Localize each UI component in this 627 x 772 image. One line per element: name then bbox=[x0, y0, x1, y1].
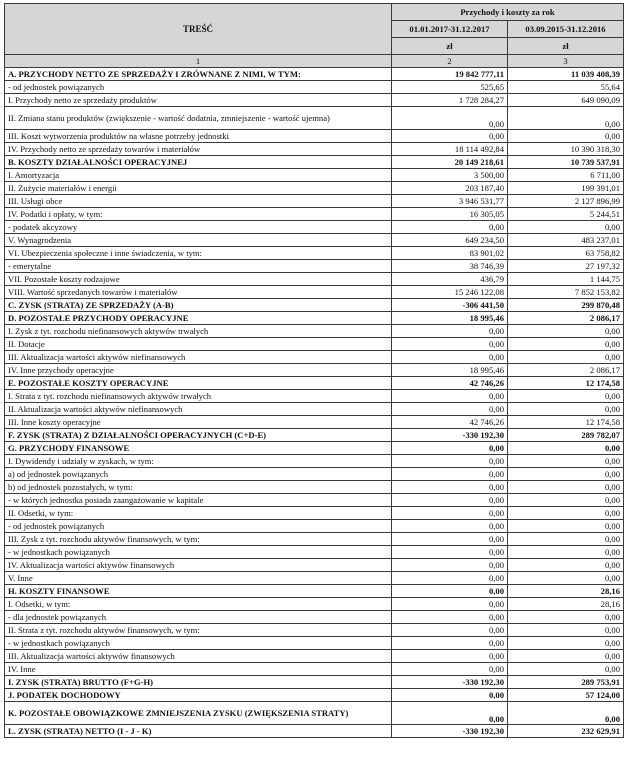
profit-loss-table bbox=[4, 3, 624, 738]
table-row bbox=[5, 416, 624, 429]
table-row bbox=[5, 169, 624, 182]
value-2016: 0,00 bbox=[508, 637, 624, 650]
table-row bbox=[5, 650, 624, 663]
table-row bbox=[5, 107, 624, 130]
table-row bbox=[5, 390, 624, 403]
row-label: - dla jednostek powiązanych bbox=[5, 611, 392, 624]
value-2016: 0,00 bbox=[508, 624, 624, 637]
column-number-1: 1 bbox=[5, 55, 392, 68]
value-2016: 2 127 896,99 bbox=[508, 195, 624, 208]
table-row bbox=[5, 663, 624, 676]
table-row bbox=[5, 429, 624, 442]
value-2017: 0,00 bbox=[392, 637, 508, 650]
value-2017: 20 149 218,61 bbox=[392, 156, 508, 169]
value-2016: 0,00 bbox=[508, 702, 624, 725]
value-2016: 0,00 bbox=[508, 663, 624, 676]
value-2017: 0,00 bbox=[392, 494, 508, 507]
row-label: II. Aktualizacja wartości aktywów niefinansowych bbox=[5, 403, 392, 416]
value-2017: 0,00 bbox=[392, 559, 508, 572]
table-row bbox=[5, 312, 624, 325]
value-2016: 0,00 bbox=[508, 559, 624, 572]
row-label: III. Aktualizacja wartości aktywów niefinansowych bbox=[5, 351, 392, 364]
unit-previous: zł bbox=[508, 38, 624, 55]
value-2017: 0,00 bbox=[392, 650, 508, 663]
value-2017: -330 192,30 bbox=[392, 725, 508, 738]
value-2016: 0,00 bbox=[508, 481, 624, 494]
unit-current: zł bbox=[392, 38, 508, 55]
row-label: III. Koszt wytworzenia produktów na własne potrzeby jednostki bbox=[5, 130, 392, 143]
row-label: D. POZOSTAŁE PRZYCHODY OPERACYJNE bbox=[5, 312, 392, 325]
table-row bbox=[5, 468, 624, 481]
value-2017: 0,00 bbox=[392, 572, 508, 585]
value-2016: 0,00 bbox=[508, 351, 624, 364]
table-row bbox=[5, 676, 624, 689]
row-label: I. Przychody netto ze sprzedaży produktów bbox=[5, 94, 392, 107]
row-label: I. Dywidendy i udziały w zyskach, w tym: bbox=[5, 455, 392, 468]
period-previous: 03.09.2015-31.12.2016 bbox=[508, 21, 624, 38]
row-label: II. Zużycie materiałów i energii bbox=[5, 182, 392, 195]
row-label: IV. Przychody netto ze sprzedaży towarów i materiałów bbox=[5, 143, 392, 156]
value-2017: 42 746,26 bbox=[392, 377, 508, 390]
table-row bbox=[5, 624, 624, 637]
row-label: IV. Aktualizacja wartości aktywów finansowych bbox=[5, 559, 392, 572]
value-2016: 0,00 bbox=[508, 546, 624, 559]
table-row bbox=[5, 455, 624, 468]
value-2017: 18 114 492,84 bbox=[392, 143, 508, 156]
value-2017: 1 728 284,27 bbox=[392, 94, 508, 107]
value-2016: 232 629,91 bbox=[508, 725, 624, 738]
row-label: - podatek akcyzowy bbox=[5, 221, 392, 234]
table-row bbox=[5, 299, 624, 312]
value-2017: 15 246 122,08 bbox=[392, 286, 508, 299]
row-label: VI. Ubezpieczenia społeczne i inne świadczenia, w tym: bbox=[5, 247, 392, 260]
row-label: I. Amortyzacja bbox=[5, 169, 392, 182]
group-title: Przychody i koszty za rok bbox=[392, 4, 624, 21]
value-2017: 525,65 bbox=[392, 81, 508, 94]
value-2017: 18 995,46 bbox=[392, 364, 508, 377]
row-label: III. Aktualizacja wartości aktywów finansowych bbox=[5, 650, 392, 663]
table-row bbox=[5, 403, 624, 416]
value-2016: 5 244,51 bbox=[508, 208, 624, 221]
value-2016: 0,00 bbox=[508, 325, 624, 338]
row-label: V. Wynagrodzenia bbox=[5, 234, 392, 247]
row-label: B. KOSZTY DZIAŁALNOŚCI OPERACYJNEJ bbox=[5, 156, 392, 169]
value-2016: 12 174,58 bbox=[508, 377, 624, 390]
value-2016: 27 197,32 bbox=[508, 260, 624, 273]
value-2016: 299 870,48 bbox=[508, 299, 624, 312]
table-row bbox=[5, 546, 624, 559]
value-2017: 0,00 bbox=[392, 221, 508, 234]
row-label: VII. Pozostałe koszty rodzajowe bbox=[5, 273, 392, 286]
value-2016: 0,00 bbox=[508, 403, 624, 416]
value-2017: 0,00 bbox=[392, 702, 508, 725]
value-2016: 11 039 408,39 bbox=[508, 68, 624, 81]
table-row bbox=[5, 494, 624, 507]
table-row bbox=[5, 260, 624, 273]
value-2017: 0,00 bbox=[392, 546, 508, 559]
row-label: I. ZYSK (STRATA) BRUTTO (F+G-H) bbox=[5, 676, 392, 689]
table-row bbox=[5, 325, 624, 338]
table-row bbox=[5, 702, 624, 725]
value-2017: 0,00 bbox=[392, 520, 508, 533]
value-2017: 0,00 bbox=[392, 468, 508, 481]
row-label: IV. Inne bbox=[5, 663, 392, 676]
value-2017: 83 901,02 bbox=[392, 247, 508, 260]
value-2016: 0,00 bbox=[508, 455, 624, 468]
row-label: - w których jednostka posiada zaangażowanie w kapitale bbox=[5, 494, 392, 507]
value-2017: 0,00 bbox=[392, 481, 508, 494]
table-row bbox=[5, 442, 624, 455]
row-label: J. PODATEK DOCHODOWY bbox=[5, 689, 392, 702]
row-label: - od jednostek powiązanych bbox=[5, 520, 392, 533]
value-2017: 0,00 bbox=[392, 403, 508, 416]
row-label: II. Dotacje bbox=[5, 338, 392, 351]
table-row bbox=[5, 585, 624, 598]
value-2016: 55,64 bbox=[508, 81, 624, 94]
row-label: F. ZYSK (STRATA) Z DZIAŁALNOŚCI OPERACYJNYCH (C+D-E) bbox=[5, 429, 392, 442]
table-row bbox=[5, 377, 624, 390]
table-row bbox=[5, 364, 624, 377]
row-label: C. ZYSK (STRATA) ZE SPRZEDAŻY (A-B) bbox=[5, 299, 392, 312]
value-2016: 12 174,58 bbox=[508, 416, 624, 429]
value-2016: 0,00 bbox=[508, 442, 624, 455]
value-2017: 19 842 777,11 bbox=[392, 68, 508, 81]
row-label: III. Zysk z tyt. rozchodu aktywów finansowych, w tym: bbox=[5, 533, 392, 546]
value-2017: 0,00 bbox=[392, 442, 508, 455]
table-row bbox=[5, 598, 624, 611]
row-label: A. PRZYCHODY NETTO ZE SPRZEDAŻY I ZRÓWNANE Z NIMI, W TYM: bbox=[5, 68, 392, 81]
value-2017: -330 192,30 bbox=[392, 676, 508, 689]
value-2017: 0,00 bbox=[392, 338, 508, 351]
row-label: L. ZYSK (STRATA) NETTO (I - J - K) bbox=[5, 725, 392, 738]
row-label: V. Inne bbox=[5, 572, 392, 585]
value-2016: 0,00 bbox=[508, 468, 624, 481]
value-2016: 0,00 bbox=[508, 107, 624, 130]
column-number-3: 3 bbox=[508, 55, 624, 68]
value-2017: 38 746,39 bbox=[392, 260, 508, 273]
row-label: - od jednostek powiązanych bbox=[5, 81, 392, 94]
row-label: II. Zmiana stanu produktów (zwiększenie - wartość dodatnia, zmniejszenie - wartość ujemna) bbox=[5, 107, 392, 130]
row-label: E. POZOSTAŁE KOSZTY OPERACYJNE bbox=[5, 377, 392, 390]
value-2017: 0,00 bbox=[392, 507, 508, 520]
table-row bbox=[5, 507, 624, 520]
table-row bbox=[5, 247, 624, 260]
row-label: IV. Inne przychody operacyjne bbox=[5, 364, 392, 377]
row-label: H. KOSZTY FINANSOWE bbox=[5, 585, 392, 598]
table-row bbox=[5, 130, 624, 143]
value-2016: 0,00 bbox=[508, 650, 624, 663]
value-2016: 289 782,07 bbox=[508, 429, 624, 442]
value-2016: 0,00 bbox=[508, 494, 624, 507]
row-label: I. Strata z tyt. rozchodu niefinansowych aktywów trwałych bbox=[5, 390, 392, 403]
value-2017: 0,00 bbox=[392, 107, 508, 130]
row-label: G. PRZYCHODY FINANSOWE bbox=[5, 442, 392, 455]
value-2016: 0,00 bbox=[508, 221, 624, 234]
table-row bbox=[5, 182, 624, 195]
row-label: I. Zysk z tyt. rozchodu niefinansowych aktywów trwałych bbox=[5, 325, 392, 338]
row-label: a) od jednostek powiązanych bbox=[5, 468, 392, 481]
value-2016: 10 390 318,30 bbox=[508, 143, 624, 156]
row-label: III. Inne koszty operacyjne bbox=[5, 416, 392, 429]
column-number-row bbox=[5, 55, 624, 68]
value-2016: 0,00 bbox=[508, 338, 624, 351]
value-2017: 0,00 bbox=[392, 598, 508, 611]
row-label: VIII. Wartość sprzedanych towarów i materiałów bbox=[5, 286, 392, 299]
value-2017: 0,00 bbox=[392, 585, 508, 598]
value-2016: 0,00 bbox=[508, 390, 624, 403]
value-2016: 0,00 bbox=[508, 520, 624, 533]
value-2017: 3 500,00 bbox=[392, 169, 508, 182]
value-2017: 16 305,05 bbox=[392, 208, 508, 221]
value-2016: 0,00 bbox=[508, 507, 624, 520]
value-2017: 203 187,40 bbox=[392, 182, 508, 195]
value-2016: 0,00 bbox=[508, 533, 624, 546]
table-row bbox=[5, 273, 624, 286]
header-row-1 bbox=[5, 4, 624, 21]
value-2016: 57 124,00 bbox=[508, 689, 624, 702]
value-2016: 63 758,82 bbox=[508, 247, 624, 260]
table-row bbox=[5, 725, 624, 738]
value-2017: 0,00 bbox=[392, 390, 508, 403]
table-row bbox=[5, 195, 624, 208]
value-2016: 1 144,75 bbox=[508, 273, 624, 286]
table-row bbox=[5, 234, 624, 247]
table-row bbox=[5, 156, 624, 169]
value-2017: 0,00 bbox=[392, 455, 508, 468]
table-row bbox=[5, 221, 624, 234]
row-label: - w jednostkach powiązanych bbox=[5, 546, 392, 559]
value-2017: 42 746,26 bbox=[392, 416, 508, 429]
value-2016: 6 711,00 bbox=[508, 169, 624, 182]
value-2016: 28,16 bbox=[508, 585, 624, 598]
value-2017: 0,00 bbox=[392, 663, 508, 676]
table-row bbox=[5, 143, 624, 156]
table-row bbox=[5, 351, 624, 364]
value-2016: 483 237,01 bbox=[508, 234, 624, 247]
value-2016: 28,16 bbox=[508, 598, 624, 611]
table-row bbox=[5, 286, 624, 299]
value-2017: 0,00 bbox=[392, 325, 508, 338]
table-row bbox=[5, 81, 624, 94]
value-2017: 18 995,46 bbox=[392, 312, 508, 325]
table-row bbox=[5, 559, 624, 572]
table-row bbox=[5, 338, 624, 351]
value-2017: 649 234,50 bbox=[392, 234, 508, 247]
row-label: b) od jednostek pozostałych, w tym: bbox=[5, 481, 392, 494]
value-2016: 7 852 153,82 bbox=[508, 286, 624, 299]
value-2017: 436,79 bbox=[392, 273, 508, 286]
table-row bbox=[5, 533, 624, 546]
row-label: - w jednostkach powiązanych bbox=[5, 637, 392, 650]
row-label: K. POZOSTAŁE OBOWIĄZKOWE ZMNIEJSZENIA ZYSKU (ZWIĘKSZENIA STRATY) bbox=[5, 702, 392, 725]
value-2016: 2 086,17 bbox=[508, 364, 624, 377]
value-2016: 10 739 537,91 bbox=[508, 156, 624, 169]
value-2016: 2 086,17 bbox=[508, 312, 624, 325]
table-row bbox=[5, 611, 624, 624]
row-label: II. Strata z tyt. rozchodu aktywów finansowych, w tym: bbox=[5, 624, 392, 637]
value-2017: 0,00 bbox=[392, 533, 508, 546]
value-2016: 0,00 bbox=[508, 611, 624, 624]
row-label: II. Odsetki, w tym: bbox=[5, 507, 392, 520]
value-2017: -330 192,30 bbox=[392, 429, 508, 442]
table-row bbox=[5, 637, 624, 650]
income-statement bbox=[4, 3, 623, 738]
column-number-2: 2 bbox=[392, 55, 508, 68]
row-label: - emerytalne bbox=[5, 260, 392, 273]
value-2016: 199 391,01 bbox=[508, 182, 624, 195]
value-2016: 0,00 bbox=[508, 572, 624, 585]
value-2016: 0,00 bbox=[508, 130, 624, 143]
row-label: I. Odsetki, w tym: bbox=[5, 598, 392, 611]
value-2017: 0,00 bbox=[392, 130, 508, 143]
row-label: III. Usługi obce bbox=[5, 195, 392, 208]
period-current: 01.01.2017-31.12.2017 bbox=[392, 21, 508, 38]
value-2017: -306 441,50 bbox=[392, 299, 508, 312]
table-row bbox=[5, 572, 624, 585]
value-2017: 0,00 bbox=[392, 624, 508, 637]
table-row bbox=[5, 689, 624, 702]
value-2016: 289 753,91 bbox=[508, 676, 624, 689]
table-row bbox=[5, 94, 624, 107]
value-2016: 649 090,09 bbox=[508, 94, 624, 107]
table-row bbox=[5, 208, 624, 221]
table-row bbox=[5, 481, 624, 494]
value-2017: 3 946 531,77 bbox=[392, 195, 508, 208]
value-2017: 0,00 bbox=[392, 611, 508, 624]
tresc-header: TREŚĆ bbox=[5, 4, 392, 55]
row-label: IV. Podatki i opłaty, w tym: bbox=[5, 208, 392, 221]
table-row bbox=[5, 68, 624, 81]
value-2017: 0,00 bbox=[392, 351, 508, 364]
table-row bbox=[5, 520, 624, 533]
value-2017: 0,00 bbox=[392, 689, 508, 702]
